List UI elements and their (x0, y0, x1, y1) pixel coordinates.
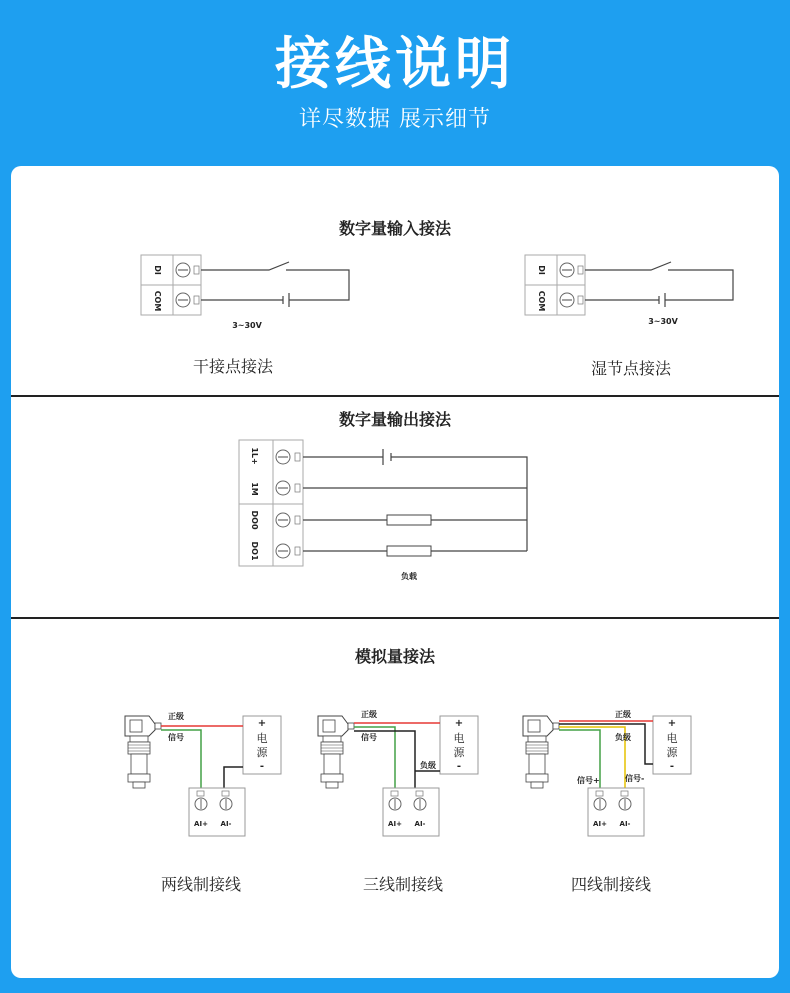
dry-contact-caption: 干接点接法 (192, 357, 274, 376)
do-1m-label: 1M (250, 482, 259, 496)
fw-positive-label: 正级 (615, 710, 631, 719)
digital-output-title: 数字量输出接法 (338, 410, 452, 429)
fw-negative-label: 负级 (615, 733, 631, 742)
th-ai-minus: AI- (414, 820, 426, 828)
th-power-minus: - (456, 761, 462, 772)
tw-power-minus: - (259, 761, 265, 772)
wet-contact-diagram (525, 255, 733, 326)
tw-ai-plus: AI+ (194, 820, 208, 828)
dry-di-label: DI (153, 265, 162, 275)
dry-com-label: COM (153, 290, 162, 312)
fw-signal-minus-label: 信号- (625, 774, 645, 783)
content-panel (11, 166, 779, 978)
th-ai-plus: AI+ (388, 820, 402, 828)
th-positive-label: 正级 (361, 710, 377, 719)
wet-voltage-label: 3~30V (648, 317, 678, 326)
tw-ai-minus: AI- (220, 820, 232, 828)
tw-positive-label: 正级 (168, 712, 184, 721)
do-do0-label: DO0 (250, 510, 259, 530)
digital-output-diagram (239, 440, 527, 581)
tw-signal-label: 信号 (168, 733, 184, 742)
dry-contact-diagram (141, 255, 349, 330)
th-negative-label: 负级 (420, 761, 436, 770)
th-signal-label: 信号 (361, 733, 377, 742)
fw-power-char1: 电 (666, 732, 678, 745)
fw-power-char2: 源 (666, 746, 678, 759)
fw-ai-minus: AI- (619, 820, 631, 828)
fw-ai-plus: AI+ (593, 820, 607, 828)
tw-power-plus: + (257, 718, 267, 729)
analog-title: 模拟量接法 (354, 647, 436, 666)
digital-input-title: 数字量输入接法 (338, 219, 452, 238)
th-power-char2: 源 (453, 746, 465, 759)
tw-power-char2: 源 (256, 746, 268, 759)
load-label: 负载 (401, 572, 417, 581)
page-subtitle: 详尽数据 展示细节 (299, 107, 491, 132)
three-wire-diagram (318, 709, 478, 836)
th-power-plus: + (454, 718, 464, 729)
wet-com-label: COM (537, 290, 546, 312)
four-wire-caption: 四线制接线 (570, 875, 652, 894)
wiring-diagram (11, 166, 779, 978)
four-wire-diagram (523, 709, 691, 836)
dry-voltage-label: 3~30V (232, 321, 262, 330)
fw-power-plus: + (667, 718, 677, 729)
do-1l-label: 1L+ (250, 447, 259, 465)
tw-power-char1: 电 (256, 732, 268, 745)
fw-signal-plus-label: 信号+ (577, 776, 600, 785)
wet-di-label: DI (537, 265, 546, 275)
do-do1-label: DO1 (250, 541, 259, 561)
two-wire-diagram (125, 711, 281, 836)
wet-contact-caption: 湿节点接法 (590, 359, 672, 378)
th-power-char1: 电 (453, 732, 465, 745)
three-wire-caption: 三线制接线 (362, 875, 444, 894)
fw-power-minus: - (669, 761, 675, 772)
two-wire-caption: 两线制接线 (160, 875, 242, 894)
page-title: 接线说明 (275, 32, 515, 97)
